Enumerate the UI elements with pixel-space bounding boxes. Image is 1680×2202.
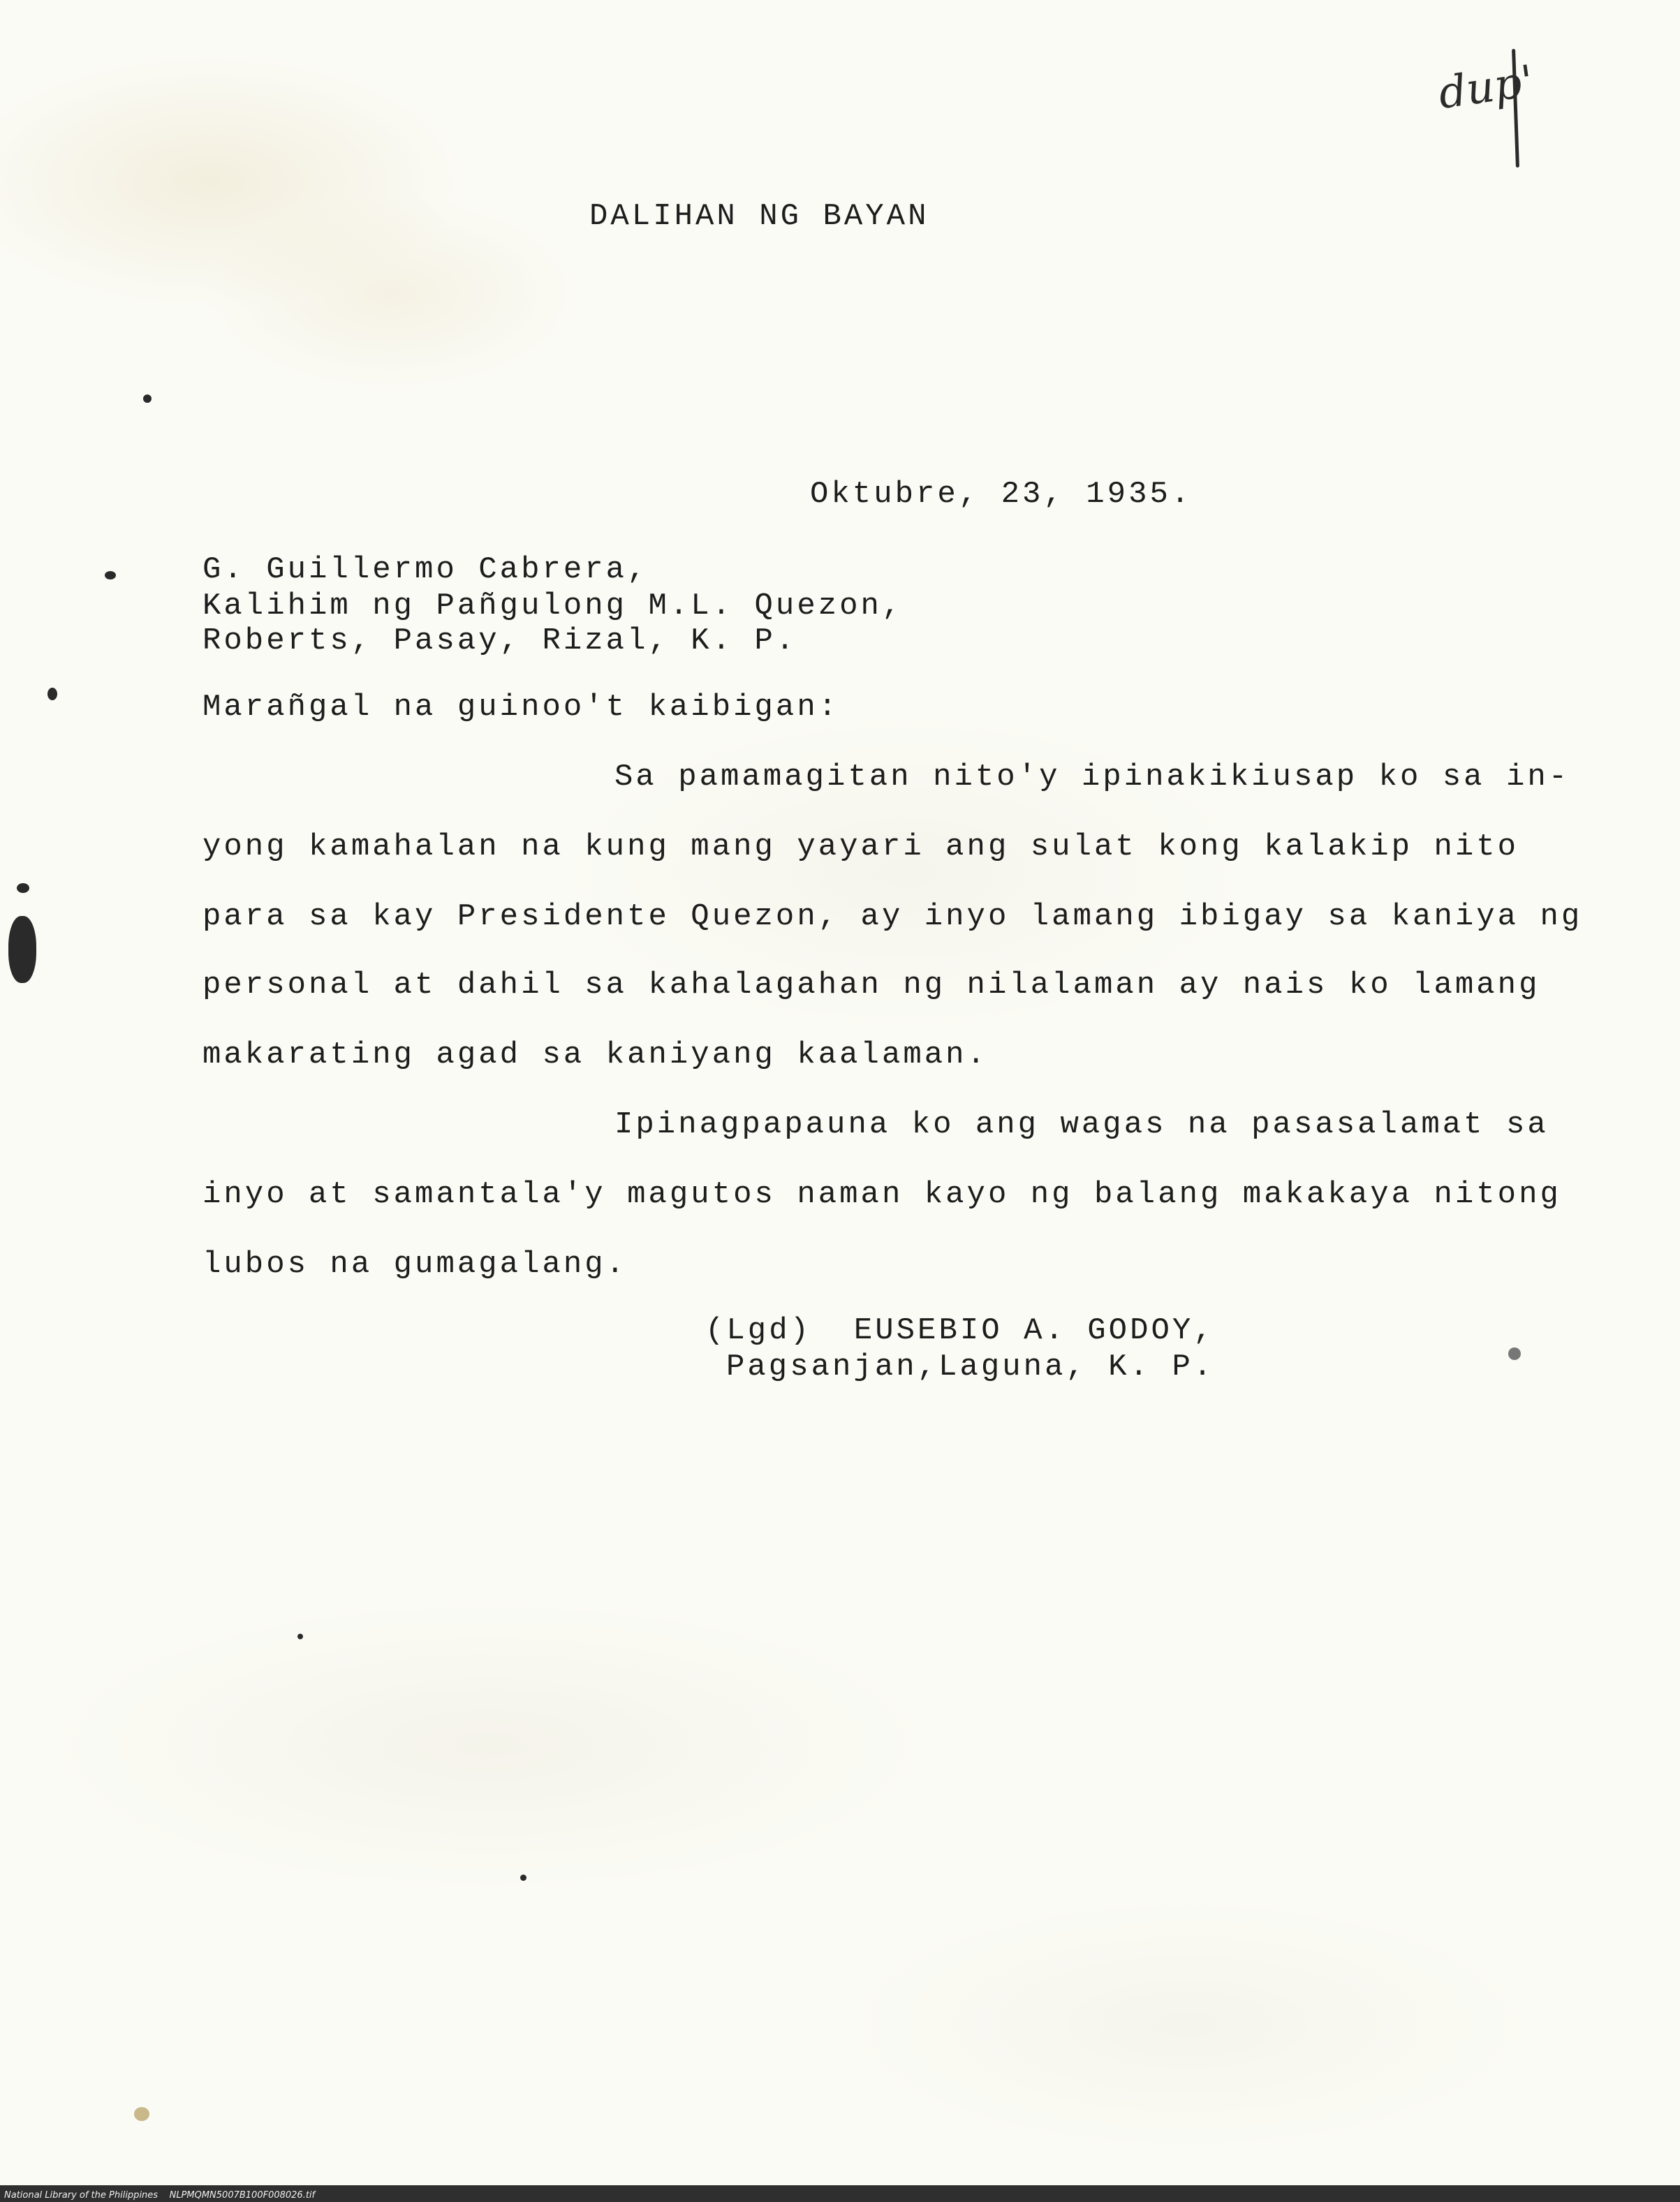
ink-blot [8,916,36,983]
addressee-line: Kalihim ng Pañgulong M.L. Quezon, [202,589,904,623]
body-line: Sa pamamagitan nito'y ipinakikiusap ko sa in- [614,760,1570,795]
letter-date: Oktubre, 23, 1935. [810,477,1193,512]
body-line: para sa kay Presidente Quezon, ay inyo lamang ibigay sa kaniya ng [202,899,1583,934]
archive-footer-strip [0,2185,1680,2202]
signature-name: (Lgd) EUSEBIO A. GODOY, [705,1313,1215,1348]
stain-speck [134,2107,149,2121]
ink-speck [17,883,29,893]
signature-location: Pagsanjan,Laguna, K. P. [726,1350,1215,1384]
letterhead: DALIHAN NG BAYAN [589,199,929,234]
handwritten-annotation: dup' [1435,54,1537,119]
ink-speck [1508,1347,1521,1360]
ink-speck [297,1634,303,1639]
body-line: yong kamahalan na kung mang yayari ang sulat kong kalakip nito [202,829,1519,864]
addressee-line: G. Guillermo Cabrera, [202,552,649,587]
body-line: makarating agad sa kaniyang kaalaman. [202,1037,988,1072]
addressee-line: Roberts, Pasay, Rizal, K. P. [202,623,797,658]
ink-speck [105,571,116,579]
ink-speck [143,394,152,403]
salutation: Marañgal na guinoo't kaibigan: [202,690,840,725]
body-line: Ipinagpapauna ko ang wagas na pasasalamat sa [614,1107,1549,1142]
archive-footer-text: National Library of the Philippines NLPMQMN5007B100F008026.tif [4,2190,316,2201]
body-line: inyo at samantala'y magutos naman kayo ng balang makakaya nitong [202,1177,1561,1212]
body-line: personal at dahil sa kahalagahan ng nilalaman ay nais ko lamang [202,968,1540,1003]
ink-speck [520,1875,526,1881]
ink-speck [47,688,57,700]
body-line: lubos na gumagalang. [202,1247,628,1282]
